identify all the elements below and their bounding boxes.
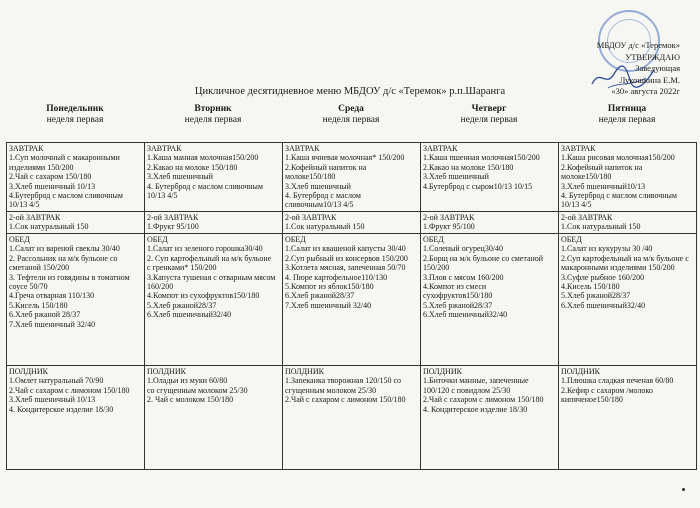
menu-cell — [559, 212, 697, 234]
dish-item: 6.Хлеб ржаной 28/37 — [9, 310, 81, 320]
dish-item: 1.Суп молочный с макаронными изделиями 150/200 — [9, 153, 120, 172]
dish-item: 1.Соленый огурец30/40 — [423, 244, 504, 254]
dish-item: 1.Каша ячневая молочная* 150/200 — [285, 153, 405, 163]
dish-item: 2.Борщ на м/к бульоне со сметаной 150/200 — [423, 253, 544, 273]
dish-item: 4. Бутерброд с маслом сливочным10/13 4/5 — [285, 191, 361, 210]
dish-item: 2.Суп картофельный на м/к бульоне с макаронными изделиями 150/200 — [561, 253, 689, 273]
meal-label: ОБЕД — [423, 235, 444, 244]
meal-label: ОБЕД — [9, 235, 30, 244]
menu-cell — [283, 234, 421, 366]
page-title: Цикличное десятидневное меню МБДОУ д/с «Теремок» р.п.Шаранга — [194, 86, 506, 97]
dish-item: 1.Каша рисовая молочная150/200 — [561, 153, 675, 163]
dish-item: 1.Сок натуральный 150 — [285, 222, 365, 232]
dish-item: 1.Салат из кукурузы 30 /40 — [561, 244, 653, 254]
meal-label: ПОЛДНИК — [423, 367, 462, 376]
meal-label: ЗАВТРАК — [147, 144, 182, 153]
approval-role: Заведующая — [635, 63, 680, 73]
second-breakfast-row — [7, 212, 697, 234]
dish-item: 6.Хлеб пшеничный32/40 — [561, 300, 646, 310]
dish-item: 4.Бутерброд с сыром10/13 10/15 — [423, 181, 533, 191]
column-header-friday — [558, 104, 696, 142]
dish-item: 2. Рассольник на м/к бульоне со сметаной 150/200 — [9, 253, 118, 273]
dish-item: 4.Кисель 150/180 — [561, 282, 620, 292]
menu-cell — [421, 366, 559, 470]
dish-item: 2.Чай с сахаром 150/180 — [9, 172, 92, 182]
dish-item: 2.Чай с сахаром с лимоном 150/180 — [423, 395, 544, 405]
dish-item: 3.Хлеб пшеничный — [285, 181, 351, 191]
dish-item: 5.Хлеб ржаной28/37 — [561, 291, 631, 301]
meal-label: ЗАВТРАК — [9, 144, 44, 153]
menu-cell — [283, 143, 421, 212]
dish-item: 6.Хлеб ржаной28/37 — [285, 291, 355, 301]
dish-item: 1.Салат из квашеной капусты 30/40 — [285, 244, 406, 254]
dish-item: 2.Какао на молоке 150/180 — [423, 162, 514, 172]
dish-item: 1.Оладьи из муки 60/80 — [147, 376, 228, 386]
dish-item: 1.Запеканка творожная 120/150 со сгущенным молоком 25/30 — [285, 376, 402, 395]
dish-item: 3.Хлеб пшеничный10/13 — [561, 181, 646, 191]
dish-item: с гренками* 150/200 — [147, 263, 217, 273]
meal-label: ЗАВТРАК — [285, 144, 320, 153]
meal-label: ЗАВТРАК — [561, 144, 596, 153]
week-label: неделя первая — [46, 115, 104, 125]
meal-label: 2-ой ЗАВТРАК — [285, 213, 337, 222]
menu-cell — [7, 212, 145, 234]
meal-label: 2-ой ЗАВТРАК — [423, 213, 475, 222]
dish-item: 3.Плов с мясом 160/200 — [423, 272, 504, 282]
menu-cell — [421, 143, 559, 212]
meal-label: ПОЛДНИК — [147, 367, 186, 376]
dish-item: 5.Компот из яблок150/180 — [285, 282, 374, 292]
dish-item: 4. Кондитерское изделие 18/30 — [423, 404, 528, 414]
dish-item: 1.Каша пшенная молочная150/200 — [423, 153, 540, 163]
dish-item: 4.Бутерброд с маслом сливочным 10/13 4/5 — [9, 191, 123, 210]
menu-cell — [145, 234, 283, 366]
column-header-thursday — [420, 104, 558, 142]
menu-cell — [421, 212, 559, 234]
approval-date: «30» августа 2022г — [611, 86, 680, 96]
dish-item: 3.Хлеб пшеничный 10/13 — [9, 181, 96, 191]
column-header-monday — [6, 104, 144, 142]
dish-item: 4.Греча отварная 110/130 — [9, 291, 95, 301]
menu-cell — [7, 366, 145, 470]
page-dot — [682, 488, 685, 491]
dish-item: 1.Фрукт 95/100 — [423, 222, 475, 232]
dish-item: 4.Компот из сухофруктов150/180 — [147, 291, 260, 301]
dish-item: 3.Хлеб пшеничный — [423, 172, 489, 182]
lunch-row — [7, 234, 697, 366]
approval-name: Лукошкина Е.М. — [619, 74, 680, 85]
menu-cell — [559, 143, 697, 212]
dish-item: 7.Хлеб пшеничный 32/40 — [9, 319, 96, 329]
meal-label: ОБЕД — [285, 235, 306, 244]
meal-label: ОБЕД — [561, 235, 582, 244]
menu-cell — [283, 212, 421, 234]
menu-cell — [145, 143, 283, 212]
dish-item: 4. Кондитерское изделие 18/30 — [9, 404, 114, 414]
meal-label: ЗАВТРАК — [423, 144, 458, 153]
menu-cell — [145, 366, 283, 470]
day-name: Среда — [338, 104, 364, 114]
meal-label: 2-ой ЗАВТРАК — [561, 213, 613, 222]
breakfast-row — [7, 143, 697, 212]
day-name: Понедельник — [46, 104, 104, 114]
dish-item: 3.Суфле рыбное 160/200 — [561, 272, 645, 282]
dish-item: 2.Какао на молоке 150/180 — [147, 162, 238, 172]
menu-cell — [7, 234, 145, 366]
week-label: неделя первая — [460, 115, 518, 125]
dish-item: 2. Чай с молоком 150/180 — [147, 395, 234, 405]
dish-item: 1.Биточки манные, запеченные 100/120 с повидлом 25/30 — [423, 376, 529, 395]
day-name: Четверг — [471, 104, 507, 114]
dish-item: 4. Бутерброд с маслом сливочным 10/13 4/5 — [561, 191, 677, 210]
dish-item: 2.Кофейный напиток на молоке150/180 — [285, 162, 367, 182]
week-label: неделя первая — [184, 115, 242, 125]
dish-item: 2.Суп рыбный из консервов 150/200 — [285, 253, 408, 263]
dish-item: 1.Салат из вареной свеклы 30/40 — [9, 244, 120, 254]
snack-row — [7, 366, 697, 470]
dish-item: 1.Фрукт 95/100 — [147, 222, 199, 232]
dish-item: 3.Котлета мясная, запеченная 50/70 — [285, 263, 406, 273]
menu-cell — [7, 143, 145, 212]
dish-item: 1.Сок натуральный 150 — [9, 222, 89, 232]
dish-item: 3.Хлеб пшеничный 10/13 — [9, 395, 96, 405]
menu-cell — [145, 212, 283, 234]
meal-label: 2-ой ЗАВТРАК — [9, 213, 61, 222]
meal-label: ПОЛДНИК — [285, 367, 324, 376]
column-header-wednesday — [282, 104, 420, 142]
menu-cell — [559, 366, 697, 470]
dish-item: 1.Сок натуральный 150 — [561, 222, 641, 232]
meal-label: ПОЛДНИК — [9, 367, 48, 376]
dish-item: 5.Хлеб ржаной28/37 — [147, 300, 217, 310]
dish-item: 3.Капуста тушеная с отварным мясом 160/200 — [147, 272, 276, 292]
dish-item: 2.Кефир с сахаром /молоко кипяченое150/180 — [561, 385, 653, 405]
menu-table — [6, 142, 697, 470]
approval-org: МБДОУ д/с «Теремок» — [596, 40, 680, 50]
dish-item: 1.Салат из зеленого горошка30/40 — [147, 244, 263, 254]
menu-cell — [283, 366, 421, 470]
dish-item: 1.Омлет натуральный 70/90 — [9, 376, 104, 386]
dish-item: 6.Хлеб пшеничный32/40 — [147, 310, 232, 320]
dish-item: 3.Хлеб пшеничный — [147, 172, 213, 182]
menu-cell — [559, 234, 697, 366]
meal-label: 2-ой ЗАВТРАК — [147, 213, 199, 222]
week-label: неделя первая — [322, 115, 380, 125]
dish-item: 1.Каша манная молочная150/200 — [147, 153, 259, 163]
menu-cell — [421, 234, 559, 366]
meal-label: ПОЛДНИК — [561, 367, 600, 376]
dish-item: 2.Чай с сахаром с лимоном 150/180 — [285, 395, 406, 405]
dish-item: 4. Бутерброд с маслом сливочным 10/13 4/5 — [147, 181, 263, 201]
day-name: Вторник — [194, 104, 232, 114]
dish-item: 2.Кофейный напиток на молоке150/180 — [561, 162, 643, 182]
dish-item: 7.Хлеб пшеничный 32/40 — [285, 300, 372, 310]
dish-item: 4.Компот из смеси сухофруктов150/180 — [423, 282, 493, 301]
dish-item: 6.Хлеб пшеничный32/40 — [423, 310, 508, 320]
dish-item: со сгущенным молоком 25/30 — [147, 385, 248, 395]
dish-item: 2. Суп картофельный на м/к бульоне — [147, 253, 272, 263]
dish-item: 5.Хлеб ржаной28/37 — [423, 300, 493, 310]
dish-item: 3. Тефтели из говядины в томатном соусе 50/70 — [9, 272, 130, 292]
day-name: Пятница — [607, 104, 647, 114]
column-header-tuesday — [144, 104, 282, 142]
dish-item: 4. Пюре картофельное110/130 — [285, 272, 388, 282]
approval-approve: УТВЕРЖДАЮ — [625, 51, 680, 62]
dish-item: 1.Плюшка сладкая печеная 60/80 — [561, 376, 674, 386]
dish-item: 5.Кисель 150/180 — [9, 300, 68, 310]
meal-label: ОБЕД — [147, 235, 168, 244]
dish-item: 2.Чай с сахаром с лимоном 150/180 — [9, 385, 130, 395]
week-label: неделя первая — [598, 115, 656, 125]
